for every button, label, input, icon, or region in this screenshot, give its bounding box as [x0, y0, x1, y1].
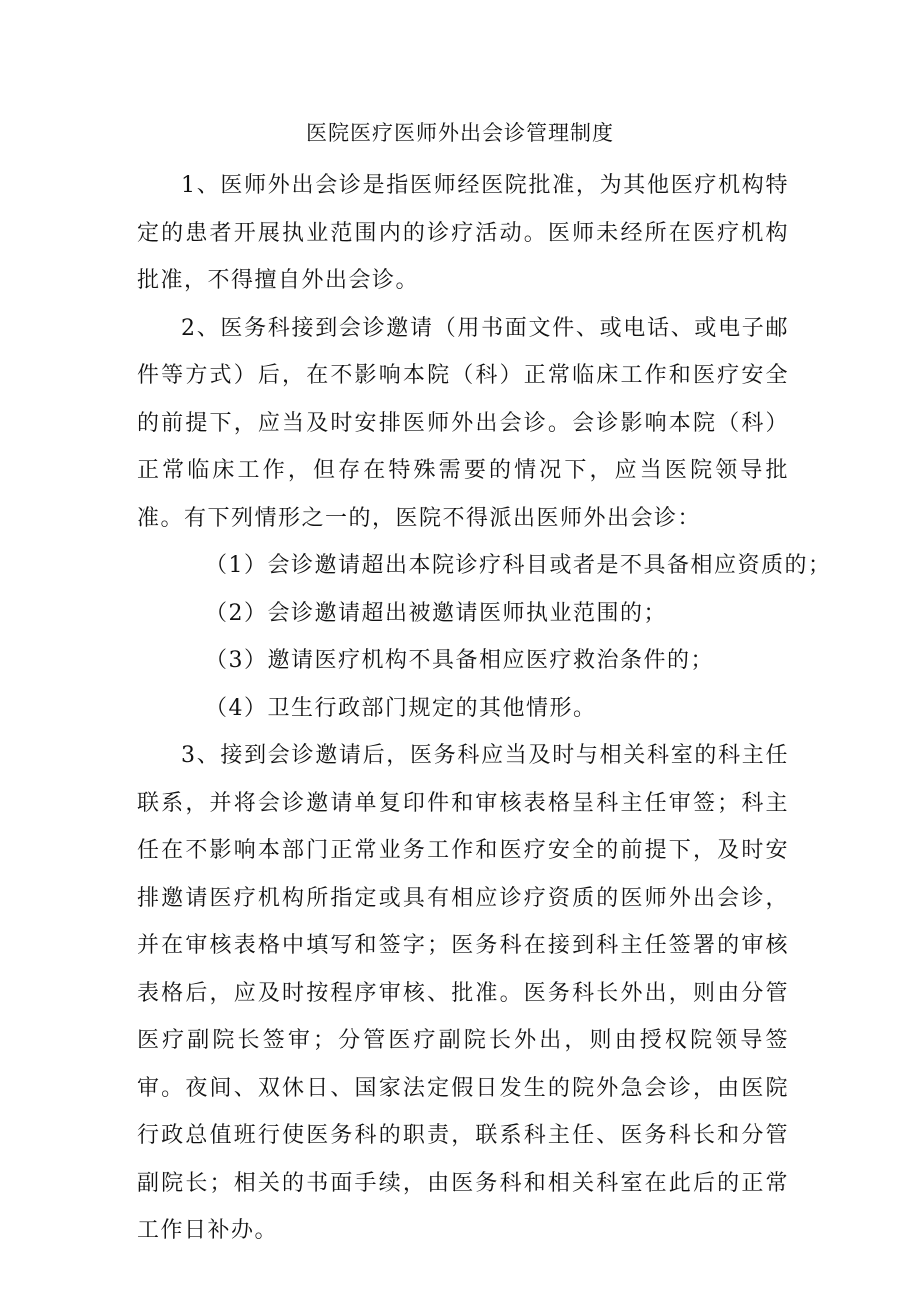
list-item-1: （1）会诊邀请超出本院诊疗科目或者是不具备相应资质的； — [205, 553, 832, 578]
page-title: 医院医疗医师外出会诊管理制度 — [306, 121, 614, 145]
paragraph-3: 3、接到会诊邀请后，医务科应当及时与相关科室的科主任联系，并将会诊邀请单复印件和审核表格呈科主任审签；科主任在不影响本部门正常业务工作和医疗安全的前提下，及时安排邀请医疗机构所指定或具有相应诊疗资质的医师外出会诊，并在审核表格中填写和签字；医务科在接到科主任签署的审核表格后，应及时按程序审核、批准。医务科长外出，则由分管医疗副院长签审；分管医疗副院长外出，则由授权院领导签审。夜间、双休日、国家法定假日发生的院外急会诊，由医院行政总值班行使医务科的职责，联系科主任、医务科长和分管副院长；相关的书面手续，由医务科和相关科室在此后的正常工作日补办。 — [137, 743, 789, 1243]
list-item-3: （3）邀请医疗机构不具备相应医疗救治条件的； — [205, 648, 714, 673]
paragraph-2: 2、医务科接到会诊邀请（用书面文件、或电话、或电子邮件等方式）后，在不影响本院（科）正常临床工作和医疗安全的前提下，应当及时安排医师外出会诊。会诊影响本院（科）正常临床工作，但存在特殊需要的情况下，应当医院领导批准。有下列情形之一的，医院不得派出医师外出会诊： — [137, 315, 789, 531]
document-body — [137, 162, 832, 1255]
paragraph-1: 1、医师外出会诊是指医师经医院批准，为其他医疗机构特定的患者开展执业范围内的诊疗活动。医师未经所在医疗机构批准，不得擅自外出会诊。 — [137, 173, 789, 293]
list-item-2: （2）会诊邀请超出被邀请医师执业范围的； — [205, 600, 667, 626]
list-item-4: （4）卫生行政部门规定的其他情形。 — [205, 695, 597, 721]
